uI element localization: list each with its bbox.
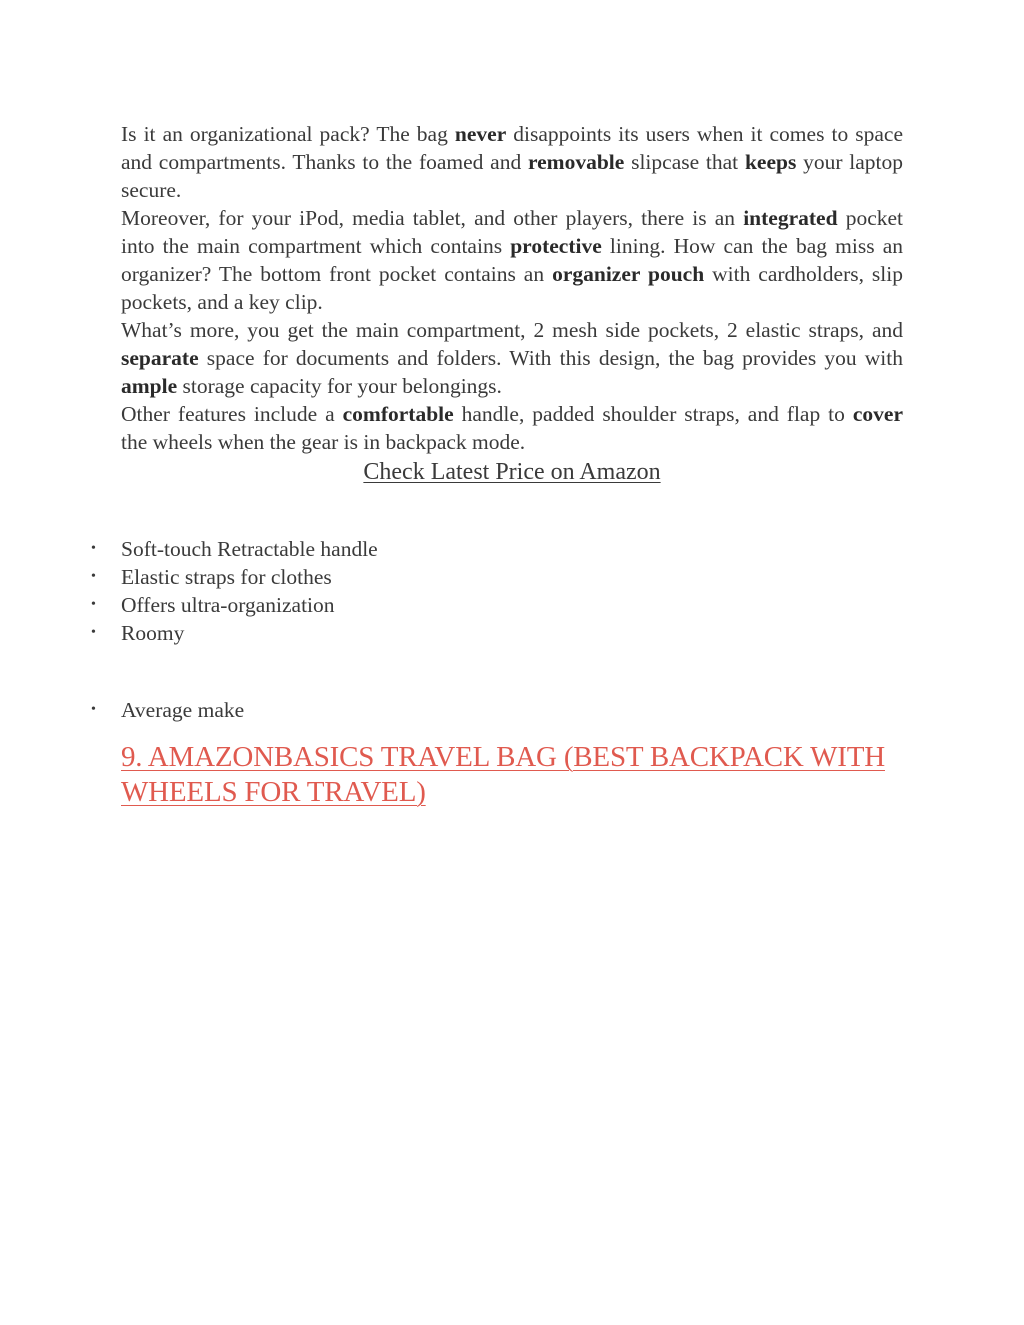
text-run: space for documents and folders. With this design, the bag provides you with (198, 346, 903, 370)
pro-item-text: Offers ultra-organization (121, 593, 335, 617)
bullet-icon: • (91, 625, 96, 640)
text-run: the wheels when the gear is in backpack mode. (121, 430, 526, 454)
bold-phrase: keeps (744, 150, 797, 174)
bullet-icon: • (91, 702, 96, 717)
text-run: Moreover, for your iPod, media tablet, and other players, there is an (121, 206, 744, 230)
con-item-text: Average make (121, 698, 245, 722)
text-run: Other features include a (121, 402, 343, 426)
text-run: pocket into the main compartment which contains (121, 206, 903, 258)
pro-item (91, 563, 903, 591)
section-heading-link[interactable]: 9. AMAZONBASICS TRAVEL BAG (BEST BACKPACK WITH WHEELS FOR TRAVEL) (121, 741, 885, 808)
section-heading (121, 740, 903, 810)
description-paragraph (121, 204, 903, 316)
pros-list (91, 535, 903, 647)
text-run: What’s more, you get the main compartment, 2 mesh side pockets, 2 elastic straps, and (121, 318, 903, 342)
bold-phrase: separate (121, 346, 199, 370)
bold-phrase: protective (510, 234, 602, 258)
bullet-icon: • (91, 541, 96, 556)
text-run: slipcase that (624, 150, 745, 174)
pro-item (91, 619, 903, 647)
document-page (91, 120, 904, 834)
description-paragraph (121, 316, 903, 400)
text-run: your laptop secure. (121, 150, 903, 202)
cta-row (121, 457, 903, 487)
pro-item (91, 591, 903, 619)
text-run: handle, padded shoulder straps, and flap to (453, 402, 853, 426)
product-description (121, 120, 903, 456)
bold-phrase: removable (527, 150, 625, 174)
cons-list (91, 696, 903, 724)
bullet-icon: • (91, 569, 96, 584)
description-paragraph (121, 400, 903, 456)
bold-phrase: organizer pouch (552, 262, 705, 286)
bold-phrase: cover (852, 402, 903, 426)
text-run: Is it an organizational pack? The bag (121, 122, 455, 146)
pro-item-text: Roomy (121, 621, 185, 645)
bold-phrase: ample (121, 374, 178, 398)
bold-phrase: comfortable (342, 402, 454, 426)
bold-phrase: never (454, 122, 507, 146)
pro-item-text: Elastic straps for clothes (121, 565, 332, 589)
text-run: storage capacity for your belongings. (177, 374, 502, 398)
text-run: with cardholders, slip pockets, and a key clip. (121, 262, 903, 314)
description-paragraph (121, 120, 903, 204)
bullet-icon: • (91, 597, 96, 612)
bold-phrase: integrated (743, 206, 838, 230)
check-price-link[interactable]: Check Latest Price on Amazon (363, 459, 661, 485)
pro-item (91, 535, 903, 563)
text-run: lining. How can the bag miss an organizer? The bottom front pocket contains an (121, 234, 904, 286)
pro-item-text: Soft-touch Retractable handle (121, 537, 378, 561)
text-run: disappoints its users when it comes to space and compartments. Thanks to the foamed and (121, 122, 903, 174)
con-item (91, 696, 903, 724)
